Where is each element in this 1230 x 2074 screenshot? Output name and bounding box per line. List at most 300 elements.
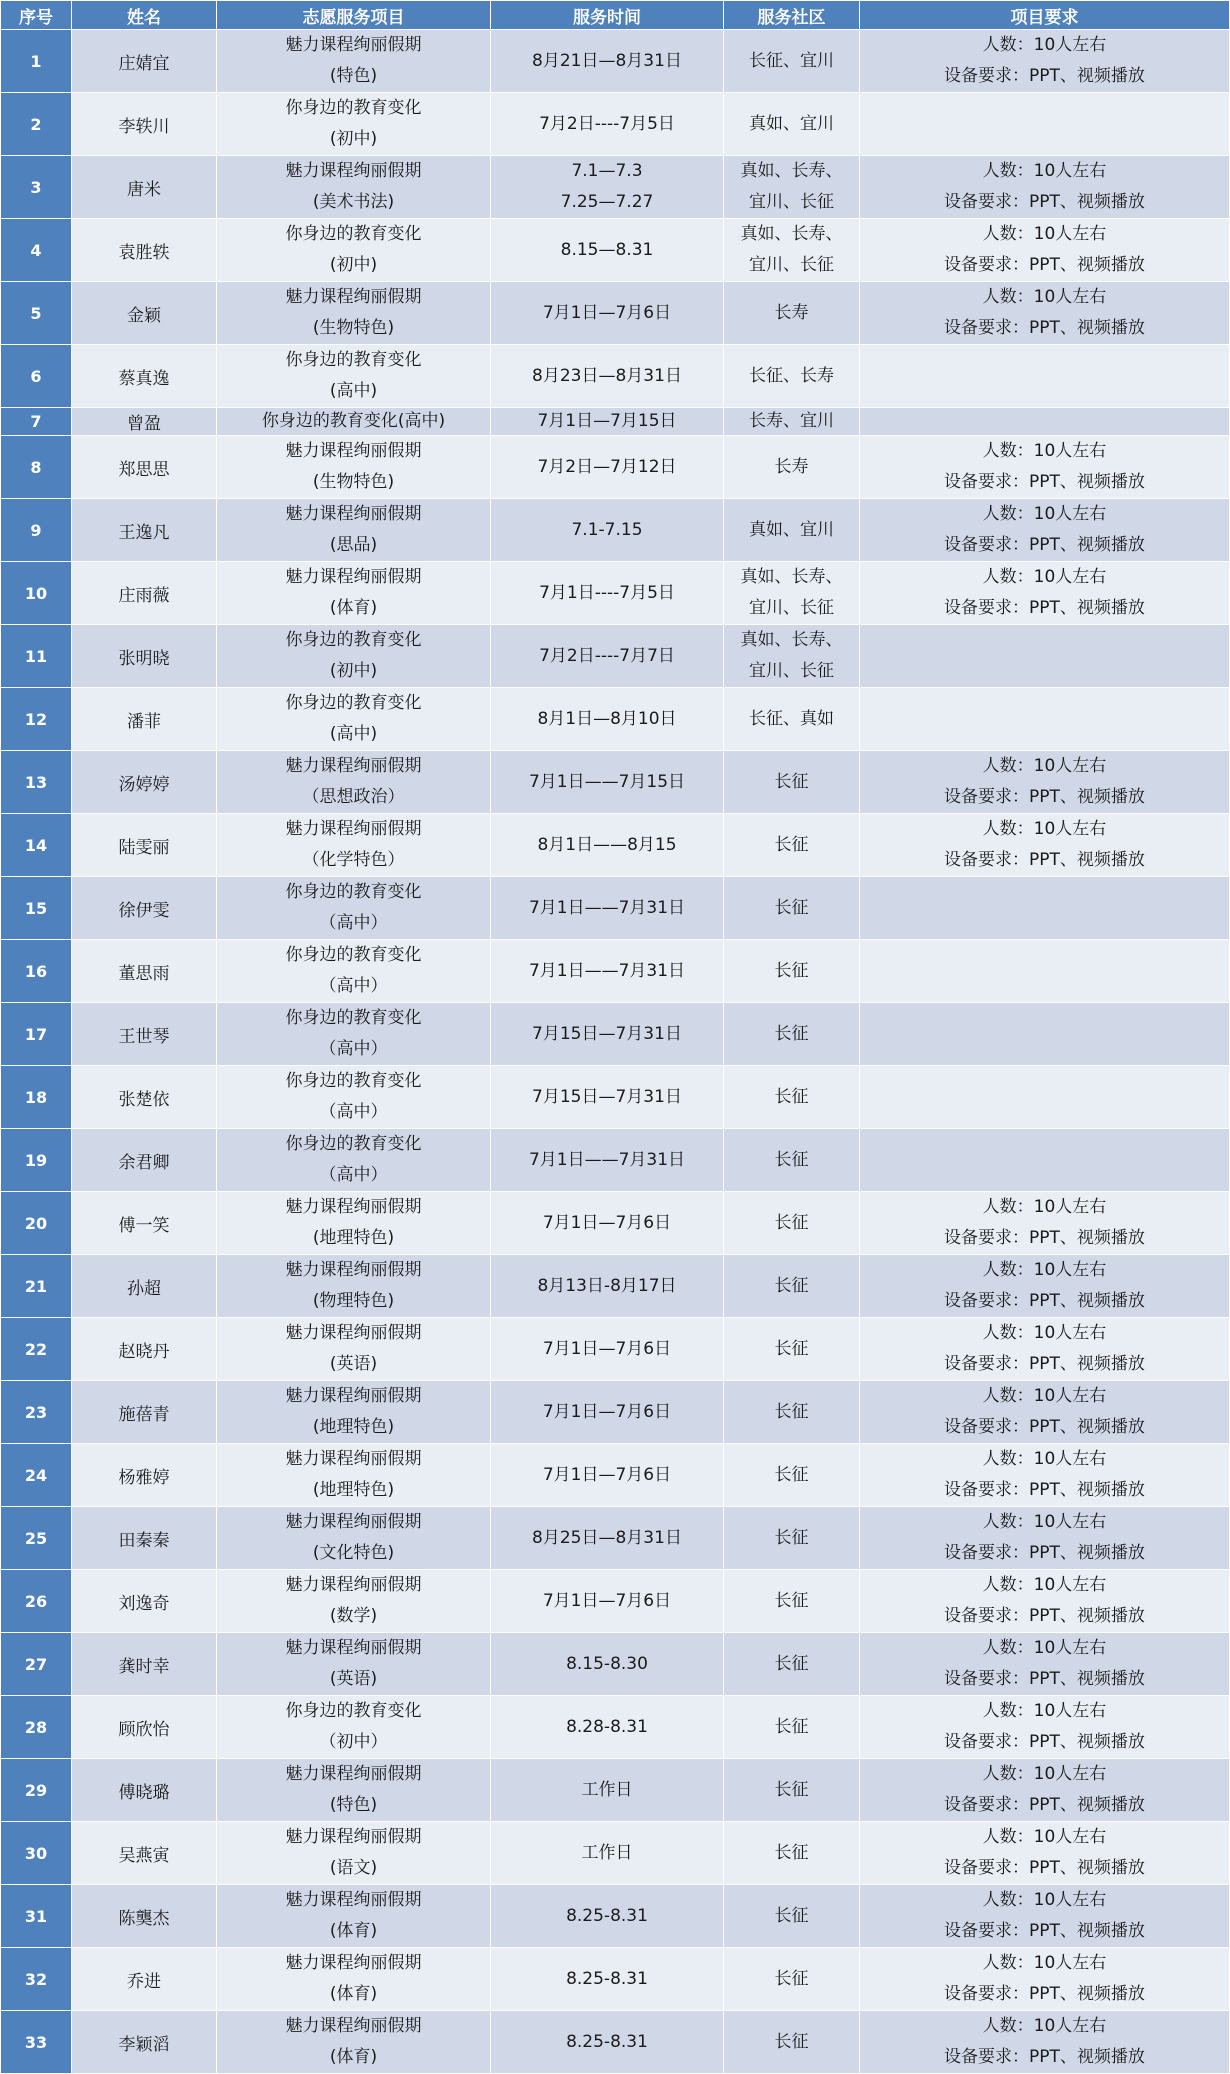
requirement-line: 人数：10人左右 — [982, 1701, 1107, 1721]
community-line: 长征 — [774, 771, 809, 792]
row-project-cell — [217, 1255, 491, 1318]
row-requirements-cell — [860, 751, 1230, 814]
project-line: 你身边的教育变化 — [285, 1008, 422, 1028]
requirement-line: 设备要求：PPT、视频播放 — [944, 2047, 1145, 2067]
community-line: 宜川、长征 — [749, 661, 834, 681]
community-line: 长征 — [774, 1905, 809, 1926]
row-project-cell — [217, 1822, 491, 1885]
requirement-line: 设备要求：PPT、视频播放 — [944, 598, 1145, 618]
project-line: 你身边的教育变化 — [285, 1134, 422, 1154]
community-line: 真如、宜川 — [749, 113, 834, 134]
row-index-cell: 10 — [1, 562, 72, 625]
row-requirements-cell — [860, 1570, 1230, 1633]
table-row — [1, 1192, 1230, 1255]
row-name-cell: 龚时幸 — [72, 1633, 217, 1696]
row-requirements-cell — [860, 1759, 1230, 1822]
row-time-cell — [491, 814, 724, 877]
time-line: 7.25—7.27 — [560, 192, 654, 212]
project-line: 你身边的教育变化 — [285, 1071, 422, 1091]
time-line: 8月21日—8月31日 — [532, 50, 682, 71]
project-line: 你身边的教育变化 — [285, 693, 422, 713]
project-line: 你身边的教育变化 — [285, 98, 422, 118]
row-requirements-cell — [860, 1255, 1230, 1318]
row-requirements-cell — [860, 1822, 1230, 1885]
community-line: 长征 — [774, 1149, 809, 1170]
community-line: 长征 — [774, 1716, 809, 1737]
row-requirements-cell — [860, 30, 1230, 93]
header-project: 志愿服务项目 — [217, 1, 491, 30]
row-index-cell: 19 — [1, 1129, 72, 1192]
project-line: 魅力课程绚丽假期 — [285, 1764, 422, 1784]
time-line: 8.25-8.31 — [566, 1968, 648, 1989]
row-time-cell — [491, 1444, 724, 1507]
project-line: （高中） — [319, 976, 388, 996]
row-time-cell — [491, 562, 724, 625]
table-row — [1, 1444, 1230, 1507]
row-time-cell — [491, 408, 724, 436]
time-line: 7月1日----7月5日 — [539, 582, 675, 603]
row-time-cell — [491, 1633, 724, 1696]
row-community-cell — [724, 1003, 860, 1066]
row-index-cell: 6 — [1, 345, 72, 408]
requirement-line: 设备要求：PPT、视频播放 — [944, 850, 1145, 870]
row-name-cell: 汤婷婷 — [72, 751, 217, 814]
row-time-cell — [491, 1318, 724, 1381]
row-community-cell — [724, 751, 860, 814]
row-time-cell — [491, 1507, 724, 1570]
table-row — [1, 877, 1230, 940]
row-index-cell: 21 — [1, 1255, 72, 1318]
row-index-cell: 24 — [1, 1444, 72, 1507]
time-line: 7月1日——7月15日 — [528, 771, 686, 792]
row-community-cell — [724, 1822, 860, 1885]
row-time-cell — [491, 1255, 724, 1318]
time-line: 7.1—7.3 — [571, 161, 643, 181]
row-project-cell — [217, 408, 491, 436]
row-name-cell: 陆雯丽 — [72, 814, 217, 877]
row-index-cell: 11 — [1, 625, 72, 688]
row-project-cell — [217, 93, 491, 156]
requirement-line: 人数：10人左右 — [982, 1386, 1107, 1406]
row-community-cell — [724, 562, 860, 625]
row-name-cell: 郑思思 — [72, 436, 217, 499]
row-community-cell — [724, 1759, 860, 1822]
header-requirements: 项目要求 — [860, 1, 1230, 30]
community-line: 长寿 — [774, 456, 809, 477]
requirement-line: 人数：10人左右 — [982, 1197, 1107, 1217]
row-project-cell — [217, 499, 491, 562]
row-project-cell — [217, 625, 491, 688]
requirement-line: 设备要求：PPT、视频播放 — [944, 1606, 1145, 1626]
time-line: 7月1日—7月6日 — [542, 1464, 672, 1485]
project-line: 魅力课程绚丽假期 — [285, 567, 422, 587]
row-index-cell: 26 — [1, 1570, 72, 1633]
community-line: 长征 — [774, 1212, 809, 1233]
row-community-cell — [724, 93, 860, 156]
row-name-cell: 潘菲 — [72, 688, 217, 751]
project-line: 魅力课程绚丽假期 — [285, 1449, 422, 1469]
community-line: 长征 — [774, 1842, 809, 1863]
row-name-cell: 袁胜轶 — [72, 219, 217, 282]
time-line: 7月1日—7月6日 — [542, 1590, 672, 1611]
row-project-cell — [217, 1507, 491, 1570]
row-index-cell: 13 — [1, 751, 72, 814]
time-line: 8月13日-8月17日 — [537, 1275, 677, 1296]
table-row — [1, 1003, 1230, 1066]
requirement-line: 人数：10人左右 — [982, 2016, 1107, 2036]
requirement-line: 设备要求：PPT、视频播放 — [944, 1984, 1145, 2004]
requirement-line: 人数：10人左右 — [982, 1890, 1107, 1910]
row-project-cell — [217, 877, 491, 940]
row-time-cell — [491, 751, 724, 814]
community-line: 长征 — [774, 1464, 809, 1485]
project-line: 魅力课程绚丽假期 — [285, 441, 422, 461]
requirement-line: 设备要求：PPT、视频播放 — [944, 1732, 1145, 1752]
time-line: 8月1日—8月10日 — [537, 708, 677, 729]
time-line: 8.25-8.31 — [566, 2031, 648, 2052]
requirement-line: 设备要求：PPT、视频播放 — [944, 472, 1145, 492]
table-row — [1, 625, 1230, 688]
time-line: 7月2日—7月12日 — [537, 456, 677, 477]
row-name-cell: 余君卿 — [72, 1129, 217, 1192]
row-community-cell — [724, 156, 860, 219]
row-project-cell — [217, 1066, 491, 1129]
table-row — [1, 1381, 1230, 1444]
table-row — [1, 499, 1230, 562]
header-community: 服务社区 — [724, 1, 860, 30]
time-line: 7月1日——7月31日 — [528, 897, 686, 918]
community-line: 宜川、长征 — [749, 192, 834, 212]
table-row — [1, 1255, 1230, 1318]
project-line: （高中） — [319, 1165, 388, 1185]
project-line: (物理特色) — [312, 1291, 395, 1311]
row-community-cell — [724, 1192, 860, 1255]
row-time-cell — [491, 1822, 724, 1885]
time-line: 8月23日—8月31日 — [532, 365, 682, 386]
row-community-cell — [724, 1570, 860, 1633]
requirement-line: 人数：10人左右 — [982, 1827, 1107, 1847]
row-requirements-cell — [860, 688, 1230, 751]
row-project-cell — [217, 2011, 491, 2074]
project-line: 魅力课程绚丽假期 — [285, 1890, 422, 1910]
row-community-cell — [724, 2011, 860, 2074]
row-requirements-cell — [860, 562, 1230, 625]
project-line: (初中) — [329, 661, 378, 681]
project-line: 你身边的教育变化 — [285, 630, 422, 650]
row-index-cell: 14 — [1, 814, 72, 877]
project-line: 魅力课程绚丽假期 — [285, 1512, 422, 1532]
table-row — [1, 688, 1230, 751]
row-requirements-cell — [860, 1696, 1230, 1759]
row-project-cell — [217, 30, 491, 93]
row-index-cell: 12 — [1, 688, 72, 751]
requirement-line: 人数：10人左右 — [982, 504, 1107, 524]
project-line: (体育) — [329, 2047, 378, 2067]
row-index-cell: 4 — [1, 219, 72, 282]
row-requirements-cell — [860, 499, 1230, 562]
table-row — [1, 1066, 1230, 1129]
row-community-cell — [724, 1885, 860, 1948]
row-name-cell: 陈龑杰 — [72, 1885, 217, 1948]
community-line: 长征 — [774, 1527, 809, 1548]
row-name-cell: 傅晓璐 — [72, 1759, 217, 1822]
project-line: (思品) — [329, 535, 378, 555]
project-line: (英语) — [329, 1354, 378, 1374]
table-row — [1, 436, 1230, 499]
project-line: 你身边的教育变化 — [285, 945, 422, 965]
community-line: 长征 — [774, 1338, 809, 1359]
row-index-cell: 29 — [1, 1759, 72, 1822]
table-row — [1, 1633, 1230, 1696]
requirement-line: 设备要求：PPT、视频播放 — [944, 1795, 1145, 1815]
table-row — [1, 1759, 1230, 1822]
community-line: 长征 — [774, 1779, 809, 1800]
requirement-line: 设备要求：PPT、视频播放 — [944, 787, 1145, 807]
row-requirements-cell — [860, 877, 1230, 940]
row-time-cell — [491, 1381, 724, 1444]
row-name-cell: 蔡真逸 — [72, 345, 217, 408]
row-name-cell: 孙超 — [72, 1255, 217, 1318]
table-row — [1, 751, 1230, 814]
row-name-cell: 李颖滔 — [72, 2011, 217, 2074]
row-project-cell — [217, 1570, 491, 1633]
row-name-cell: 田秦秦 — [72, 1507, 217, 1570]
project-line: 魅力课程绚丽假期 — [285, 161, 422, 181]
requirement-line: 设备要求：PPT、视频播放 — [944, 1669, 1145, 1689]
time-line: 7月2日----7月5日 — [539, 113, 675, 134]
row-name-cell: 李轶川 — [72, 93, 217, 156]
community-line: 宜川、长征 — [749, 255, 834, 275]
row-time-cell — [491, 93, 724, 156]
time-line: 7月15日—7月31日 — [532, 1023, 682, 1044]
requirement-line: 人数：10人左右 — [982, 1953, 1107, 1973]
row-name-cell: 顾欣怡 — [72, 1696, 217, 1759]
project-line: 魅力课程绚丽假期 — [285, 1386, 422, 1406]
project-line: (初中) — [329, 129, 378, 149]
row-index-cell: 20 — [1, 1192, 72, 1255]
row-index-cell: 17 — [1, 1003, 72, 1066]
requirement-line: 设备要求：PPT、视频播放 — [944, 1417, 1145, 1437]
project-line: （思想政治） — [302, 787, 405, 807]
row-time-cell — [491, 345, 724, 408]
row-project-cell — [217, 1444, 491, 1507]
row-community-cell — [724, 1507, 860, 1570]
project-line: 魅力课程绚丽假期 — [285, 1638, 422, 1658]
requirement-line: 设备要求：PPT、视频播放 — [944, 1543, 1145, 1563]
project-line: (高中) — [329, 381, 378, 401]
project-line: (语文) — [329, 1858, 378, 1878]
row-community-cell — [724, 345, 860, 408]
table-row — [1, 1318, 1230, 1381]
project-line: 你身边的教育变化 — [285, 882, 422, 902]
row-project-cell — [217, 1759, 491, 1822]
row-community-cell — [724, 1255, 860, 1318]
row-project-cell — [217, 1696, 491, 1759]
project-line: 魅力课程绚丽假期 — [285, 819, 422, 839]
time-line: 7月2日----7月7日 — [539, 645, 675, 666]
time-line: 7月1日—7月6日 — [542, 1212, 672, 1233]
project-line: (英语) — [329, 1669, 378, 1689]
project-line: 魅力课程绚丽假期 — [285, 1260, 422, 1280]
table-row — [1, 1696, 1230, 1759]
community-line: 长寿 — [774, 302, 809, 323]
row-time-cell — [491, 688, 724, 751]
community-line: 长征 — [774, 1275, 809, 1296]
row-community-cell — [724, 1948, 860, 2011]
row-index-cell: 9 — [1, 499, 72, 562]
table-row — [1, 1948, 1230, 2011]
table-row — [1, 1822, 1230, 1885]
row-project-cell — [217, 940, 491, 1003]
project-line: 魅力课程绚丽假期 — [285, 1953, 422, 1973]
row-time-cell — [491, 30, 724, 93]
row-name-cell: 张楚依 — [72, 1066, 217, 1129]
row-project-cell — [217, 751, 491, 814]
project-line: 魅力课程绚丽假期 — [285, 2016, 422, 2036]
row-name-cell: 曾盈 — [72, 408, 217, 436]
requirement-line: 人数：10人左右 — [982, 1449, 1107, 1469]
row-name-cell: 徐伊雯 — [72, 877, 217, 940]
project-line: (体育) — [329, 1921, 378, 1941]
row-index-cell: 33 — [1, 2011, 72, 2074]
community-line: 真如、长寿、 — [740, 630, 843, 650]
project-line: (特色) — [329, 66, 378, 86]
project-line: (地理特色) — [312, 1480, 395, 1500]
requirement-line: 设备要求：PPT、视频播放 — [944, 1480, 1145, 1500]
header-time: 服务时间 — [491, 1, 724, 30]
row-index-cell: 22 — [1, 1318, 72, 1381]
row-requirements-cell — [860, 1192, 1230, 1255]
row-community-cell — [724, 625, 860, 688]
requirement-line: 人数：10人左右 — [982, 441, 1107, 461]
row-time-cell — [491, 940, 724, 1003]
time-line: 7.1-7.15 — [571, 519, 643, 540]
row-name-cell: 吴燕寅 — [72, 1822, 217, 1885]
table-row — [1, 1507, 1230, 1570]
row-community-cell — [724, 1444, 860, 1507]
row-project-cell — [217, 1129, 491, 1192]
time-line: 8.28-8.31 — [566, 1716, 648, 1737]
requirement-line: 人数：10人左右 — [982, 1323, 1107, 1343]
row-requirements-cell — [860, 1066, 1230, 1129]
community-line: 真如、长寿、 — [740, 567, 843, 587]
community-line: 长征 — [774, 1590, 809, 1611]
row-time-cell — [491, 1003, 724, 1066]
row-time-cell — [491, 1570, 724, 1633]
project-line: (生物特色) — [312, 472, 395, 492]
table-row — [1, 2011, 1230, 2074]
community-line: 真如、长寿、 — [740, 224, 843, 244]
project-line: 魅力课程绚丽假期 — [285, 35, 422, 55]
community-line: 宜川、长征 — [749, 598, 834, 618]
project-line: (文化特色) — [312, 1543, 395, 1563]
requirement-line: 人数：10人左右 — [982, 1575, 1107, 1595]
project-line: （化学特色） — [302, 850, 405, 870]
row-requirements-cell — [860, 1129, 1230, 1192]
row-project-cell — [217, 345, 491, 408]
row-requirements-cell — [860, 408, 1230, 436]
project-line: （高中） — [319, 1102, 388, 1122]
row-name-cell: 刘逸奇 — [72, 1570, 217, 1633]
requirement-line: 设备要求：PPT、视频播放 — [944, 1858, 1145, 1878]
requirement-line: 人数：10人左右 — [982, 161, 1107, 181]
project-line: 你身边的教育变化 — [285, 350, 422, 370]
row-name-cell: 乔进 — [72, 1948, 217, 2011]
row-time-cell — [491, 2011, 724, 2074]
row-index-cell: 23 — [1, 1381, 72, 1444]
row-time-cell — [491, 1066, 724, 1129]
table-row — [1, 282, 1230, 345]
row-requirements-cell — [860, 156, 1230, 219]
requirement-line: 设备要求：PPT、视频播放 — [944, 192, 1145, 212]
row-time-cell — [491, 1948, 724, 2011]
row-name-cell: 张明晓 — [72, 625, 217, 688]
row-community-cell — [724, 30, 860, 93]
community-line: 长征、真如 — [749, 708, 834, 729]
table-row — [1, 156, 1230, 219]
community-line: 真如、长寿、 — [740, 161, 843, 181]
project-line: (特色) — [329, 1795, 378, 1815]
row-index-cell: 15 — [1, 877, 72, 940]
row-time-cell — [491, 1192, 724, 1255]
requirement-line: 设备要求：PPT、视频播放 — [944, 66, 1145, 86]
row-index-cell: 25 — [1, 1507, 72, 1570]
row-requirements-cell — [860, 1633, 1230, 1696]
project-line: 魅力课程绚丽假期 — [285, 756, 422, 776]
row-requirements-cell — [860, 2011, 1230, 2074]
table-body — [1, 30, 1230, 2074]
row-requirements-cell — [860, 345, 1230, 408]
table-row — [1, 30, 1230, 93]
row-project-cell — [217, 814, 491, 877]
community-line: 长寿、宜川 — [749, 411, 834, 431]
header-row — [1, 1, 1230, 30]
row-index-cell: 18 — [1, 1066, 72, 1129]
time-line: 8.15—8.31 — [560, 239, 654, 260]
community-line: 长征 — [774, 960, 809, 981]
table-row — [1, 1570, 1230, 1633]
row-index-cell: 5 — [1, 282, 72, 345]
table-row — [1, 345, 1230, 408]
requirement-line: 人数：10人左右 — [982, 1260, 1107, 1280]
row-time-cell — [491, 1759, 724, 1822]
row-requirements-cell — [860, 93, 1230, 156]
row-project-cell — [217, 1192, 491, 1255]
header-name: 姓名 — [72, 1, 217, 30]
community-line: 长征 — [774, 1023, 809, 1044]
row-index-cell: 28 — [1, 1696, 72, 1759]
requirement-line: 人数：10人左右 — [982, 819, 1107, 839]
time-line: 7月1日—7月15日 — [537, 411, 677, 431]
project-line: (高中) — [329, 724, 378, 744]
row-index-cell: 32 — [1, 1948, 72, 2011]
project-line: (美术书法) — [312, 192, 395, 212]
row-time-cell — [491, 1129, 724, 1192]
table-row — [1, 814, 1230, 877]
table-row — [1, 1885, 1230, 1948]
row-name-cell: 杨雅婷 — [72, 1444, 217, 1507]
project-line: 魅力课程绚丽假期 — [285, 504, 422, 524]
row-time-cell — [491, 436, 724, 499]
project-line: （高中） — [319, 913, 388, 933]
row-requirements-cell — [860, 1885, 1230, 1948]
project-line: 你身边的教育变化 — [285, 1701, 422, 1721]
table-row — [1, 93, 1230, 156]
community-line: 长征、长寿 — [749, 365, 834, 386]
row-requirements-cell — [860, 219, 1230, 282]
community-line: 真如、宜川 — [749, 519, 834, 540]
time-line: 7月1日—7月6日 — [542, 1338, 672, 1359]
